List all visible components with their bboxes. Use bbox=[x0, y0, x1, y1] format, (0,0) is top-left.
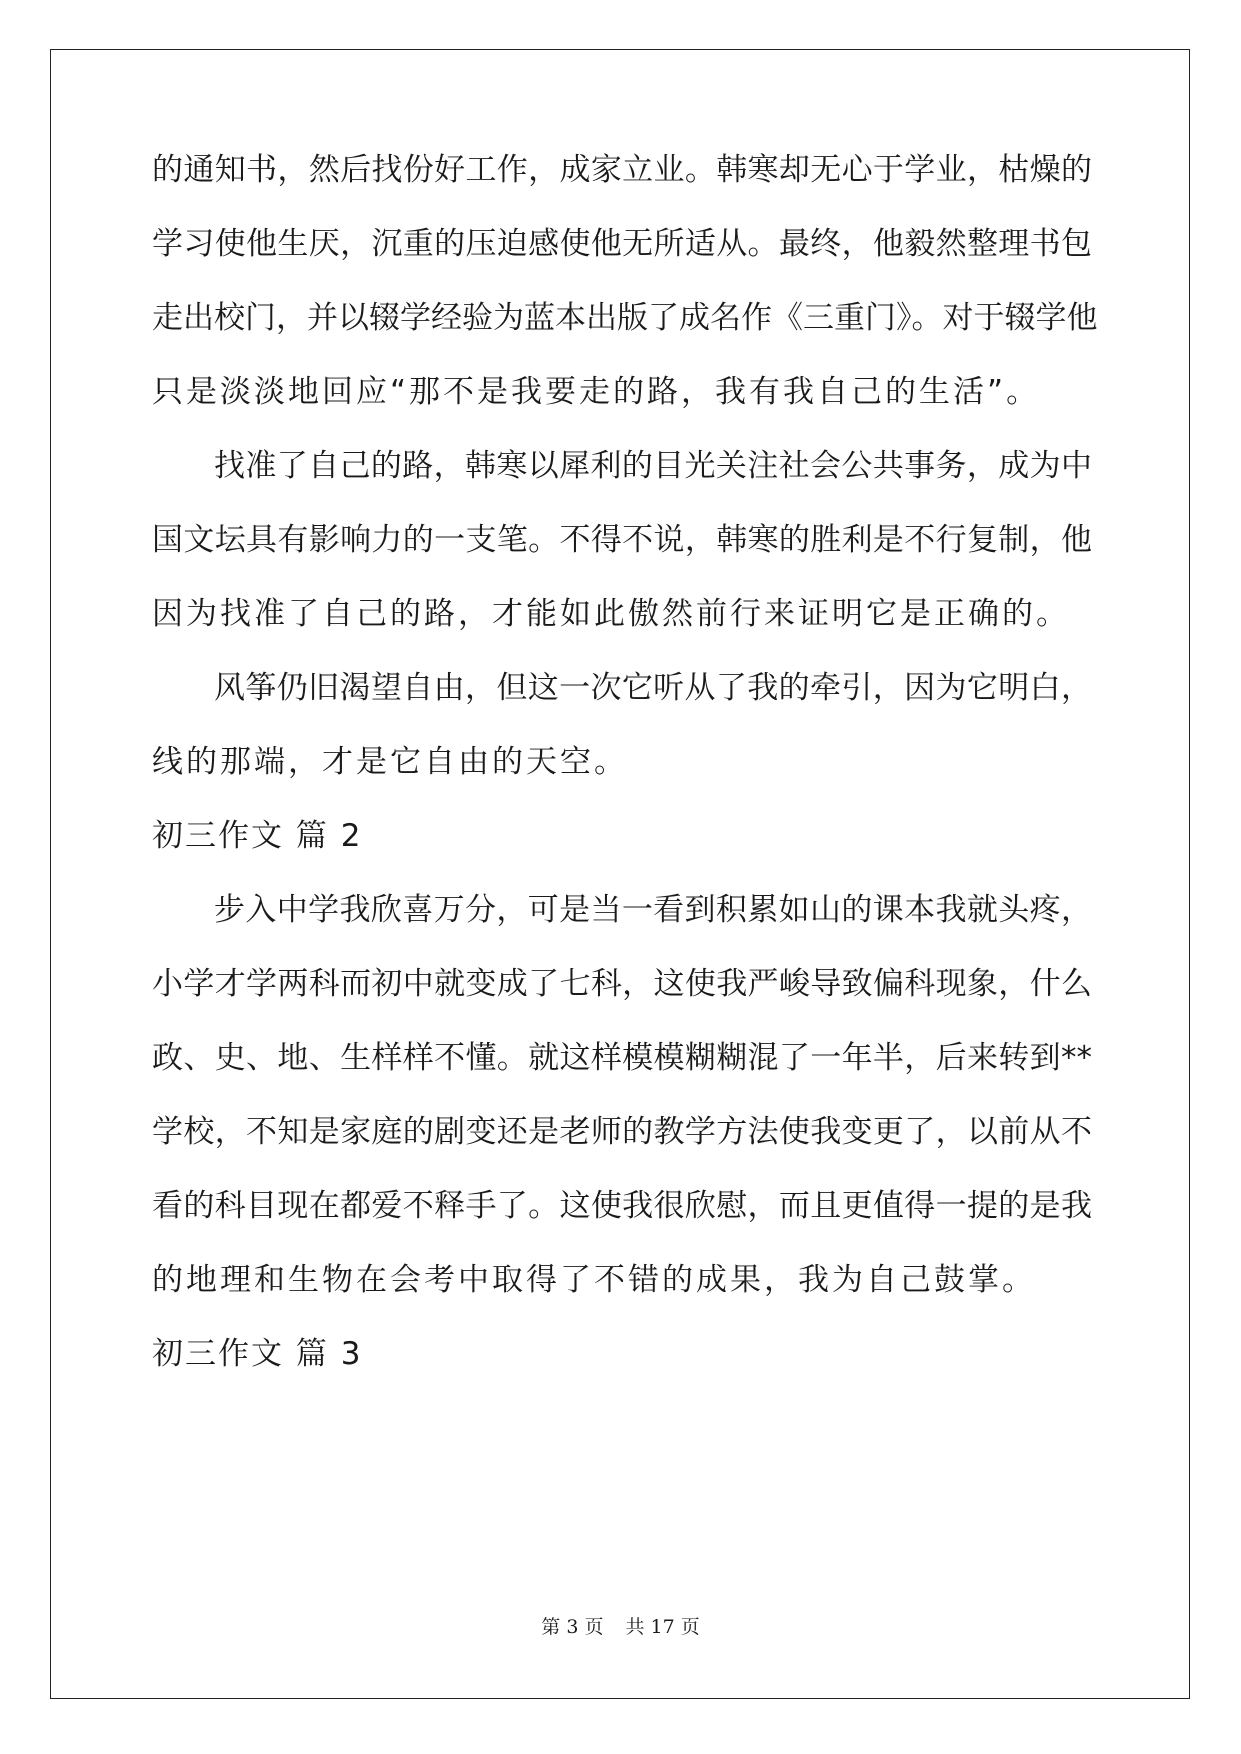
paragraph-line: 小学才学两科而初中就变成了七科，这使我严峻导致偏科现象，什么 bbox=[152, 966, 1092, 1002]
paragraph-line: 国文坛具有影响力的一支笔。不得不说，韩寒的胜利是不行复制，他 bbox=[152, 522, 1092, 558]
paragraph-line: 找准了自己的路，韩寒以犀利的目光关注社会公共事务，成为中 bbox=[214, 448, 1092, 484]
paragraph-line: 步入中学我欣喜万分，可是当一看到积累如山的课本我就头疼， bbox=[214, 892, 1092, 928]
section-heading: 初三作文 篇 3 bbox=[152, 1336, 363, 1372]
paragraph-line: 的地理和生物在会考中取得了不错的成果，我为自己鼓掌。 bbox=[152, 1262, 1036, 1298]
paragraph-line: 走出校门，并以辍学经验为蓝本出版了成名作《三重门》。对于辍学他 bbox=[152, 300, 1098, 336]
page-footer bbox=[0, 1612, 1241, 1642]
page-total: 共 17 页 bbox=[625, 1616, 700, 1638]
section-heading: 初三作文 篇 2 bbox=[152, 818, 363, 854]
paragraph-line: 因为找准了自己的路，才能如此傲然前行来证明它是正确的。 bbox=[152, 596, 1070, 632]
paragraph-line: 学习使他生厌，沉重的压迫感使他无所适从。最终，他毅然整理书包 bbox=[152, 226, 1092, 262]
paragraph-line: 风筝仍旧渴望自由，但这一次它听从了我的牵引，因为它明白， bbox=[214, 670, 1092, 706]
paragraph-line: 政、史、地、生样样不懂。就这样模模糊糊混了一年半，后来转到** bbox=[152, 1040, 1092, 1076]
page-number: 第 3 页 bbox=[541, 1616, 604, 1638]
paragraph-line: 线的那端，才是它自由的天空。 bbox=[152, 744, 628, 780]
paragraph-line: 只是淡淡地回应“那不是我要走的路，我有我自己的生活”。 bbox=[152, 374, 1041, 410]
paragraph-line: 看的科目现在都爱不释手了。这使我很欣慰，而且更值得一提的是我 bbox=[152, 1188, 1092, 1224]
paragraph-line: 学校，不知是家庭的剧变还是老师的教学方法使我变更了，以前从不 bbox=[152, 1114, 1092, 1150]
paragraph-line: 的通知书，然后找份好工作，成家立业。韩寒却无心于学业，枯燥的 bbox=[152, 152, 1092, 188]
